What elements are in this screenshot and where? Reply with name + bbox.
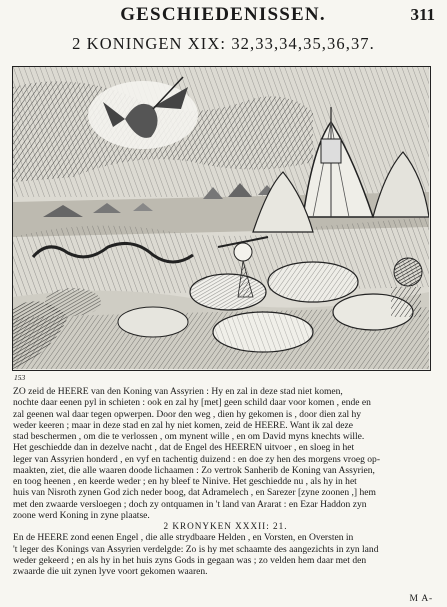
plate-number: 153 bbox=[14, 373, 26, 382]
cross-reference: 2 KRONYKEN XXXII: 21. bbox=[163, 521, 288, 531]
catchword: M A- bbox=[409, 594, 433, 604]
engraving-illustration bbox=[13, 67, 429, 369]
text-line: Het geschiedde dan in dezelve nacht , dat de Engel des HEEREN uitvoer , en sloeg in het bbox=[13, 442, 355, 454]
text-line: maakten, ziet, die alle waaren doode lichaamen : Zo vertrok Sanherib de Koning van Assyrien, bbox=[13, 464, 375, 476]
text-line: weder keeren ; maar in deze stad en zal hy niet komen, zeid de HEERE. Want ik zal deze bbox=[13, 419, 353, 431]
text-line: En de HEERE zond eenen Engel , die alle strydbaare Helden , en Vorsten, en Oversten in bbox=[13, 532, 354, 544]
chapter-reference: 2 KONINGEN XIX: 32,33,34,35,36,37. bbox=[72, 34, 375, 53]
text-line: zwaarde die uit zynen lyve voort gekomen waaren. bbox=[13, 566, 208, 577]
text-line: weder gekeerd ; en als hy in het huis zyns Gods in gegaan was ; zo velden hem daar met den bbox=[13, 554, 367, 566]
body-text bbox=[13, 386, 438, 577]
text-line: ZO zeid de HEERE van den Koning van Assyrien : Hy en zal in deze stad niet komen, bbox=[13, 386, 343, 397]
engraving-plate bbox=[12, 66, 431, 371]
text-line: en toog heenen , en keerde weder ; en hy bleef te Ninive. Het geschiedde nu , als hy in het bbox=[13, 476, 357, 487]
page-number: 311 bbox=[410, 5, 435, 24]
text-line: zal geenen wal daar tegen opwerpen. Door den weg , dien hy gekomen is , door dien zal hy bbox=[13, 408, 362, 420]
text-line: nochte daar eenen pyl in schieten : ook en zal hy [met] geen schild daar voor komen , ende en bbox=[13, 397, 371, 409]
text-line: stad beschermen , om die te verlossen , om mynent wille , en om David myns knechts wille. bbox=[13, 431, 365, 442]
running-head bbox=[0, 4, 447, 26]
text-line: 't leger des Konings van Assyrien verdelgde: Zo is hy met schaamte des aangezichts in zyn land bbox=[13, 543, 379, 555]
running-title: GESCHIEDENISSEN. bbox=[120, 4, 326, 25]
text-line: met den zwaarde versloegen ; doch zy ontquamen in 't land van Ararat : en Ezar Haddon zyn bbox=[13, 498, 367, 510]
text-line: zoone werd Koning in zyne plaatse. bbox=[13, 509, 150, 521]
text-line: leger van Assyrien honderd , en vyf en tachentig duizend : en doe zy hen des morgens vroeg op- bbox=[13, 453, 381, 465]
text-line: huis van Nisroth zynen God zich neder boog, dat Adramelech , en Sarezer [zyne zoonen ,] hem bbox=[13, 487, 376, 499]
